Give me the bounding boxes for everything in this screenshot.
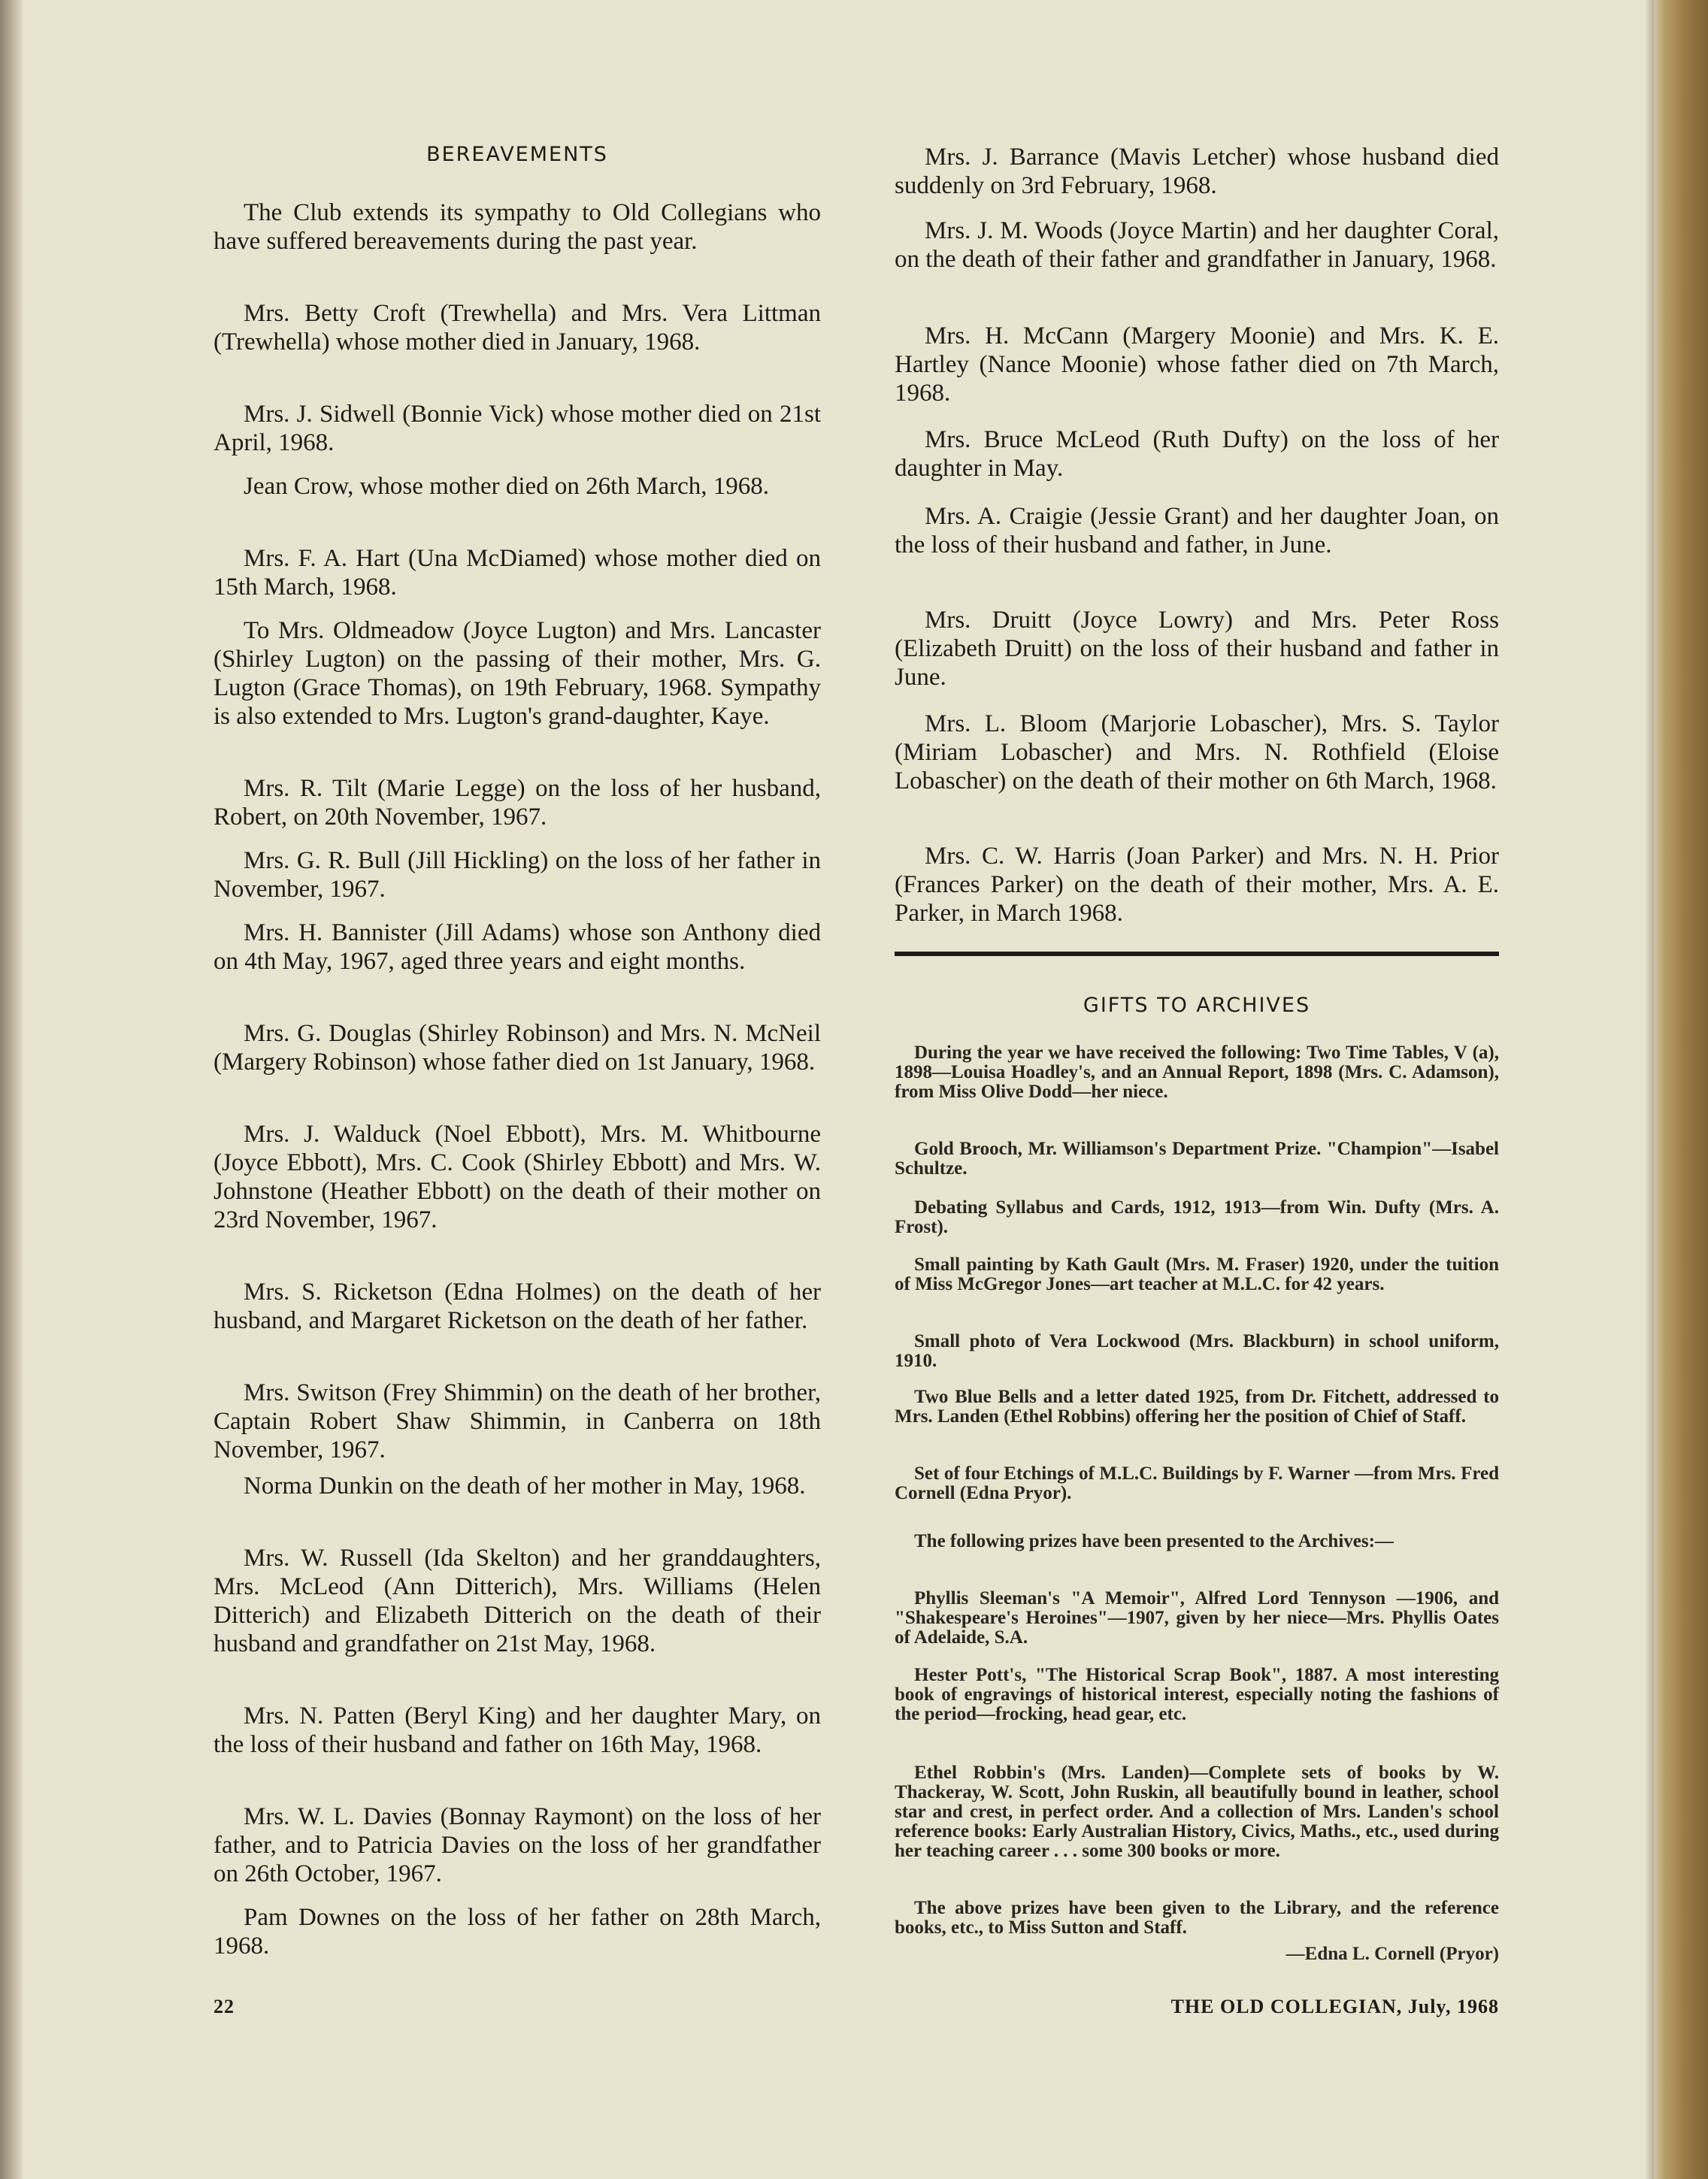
bereavement-entry: Mrs. J. Sidwell (Bonnie Vick) whose mother died on 21st April, 1968. [214,401,821,456]
bereavement-entry: Mrs. W. L. Davies (Bonnay Raymont) on the loss of her father, and to Patricia Davies on the loss of her grandfather on 26th October, 1967. [214,1803,821,1887]
bereavement-entry: Mrs. C. W. Harris (Joan Parker) and Mrs. N. H. Prior (Frances Parker) on the death of their mother, Mrs. A. E. Parker, in March 1968. [895,843,1499,927]
gift-entry: Two Blue Bells and a letter dated 1925, from Dr. Fitchett, addressed to Mrs. Landen (Ethel Robbins) offering her the position of Chief of Staff. [895,1387,1499,1427]
bereavement-entry: Mrs. W. Russell (Ida Skelton) and her granddaughters, Mrs. McLeod (Ann Ditterich), Mrs. Williams (Helen Ditterich) and Elizabeth Ditterich on the death of their husband and grandfather on 21st May, 1968. [214,1545,821,1657]
bereavement-entry: Mrs. L. Bloom (Marjorie Lobascher), Mrs. S. Taylor (Miriam Lobascher) and Mrs. N. Rothfield (Eloise Lobascher) on the death of their mother on 6th March, 1968. [895,710,1499,794]
bereavement-entry: Mrs. A. Craigie (Jessie Grant) and her daughter Joan, on the loss of their husband and father, in June. [895,503,1499,558]
bereavement-entry: Mrs. Bruce McLeod (Ruth Dufty) on the loss of her daughter in May. [895,426,1499,482]
publication-footer: THE OLD COLLEGIAN, July, 1968 [1170,1996,1499,2017]
gift-entry: During the year we have received the following: Two Time Tables, V (a), 1898—Louisa Hoadley's, and an Annual Report, 1898 (Mrs. C. Adamson), from Miss Olive Dodd—her niece. [895,1043,1499,1102]
gift-entry: Phyllis Sleeman's "A Memoir", Alfred Lord Tennyson —1906, and "Shakespeare's Heroines"—1907, given by her niece—Mrs. Phyllis Oates of Adelaide, S.A. [895,1588,1499,1648]
bereavement-entry: Mrs. R. Tilt (Marie Legge) on the loss of her husband, Robert, on 20th November, 1967. [214,775,821,831]
gift-entry: Gold Brooch, Mr. Williamson's Department Prize. "Champion"—Isabel Schultze. [895,1139,1499,1179]
bereavement-entry: Mrs. S. Ricketson (Edna Holmes) on the death of her husband, and Margaret Ricketson on the death of her father. [214,1279,821,1334]
bereavement-entry: Mrs. G. R. Bull (Jill Hickling) on the loss of her father in November, 1967. [214,847,821,903]
bereavement-entry: Mrs. Betty Croft (Trewhella) and Mrs. Vera Littman (Trewhella) whose mother died in January, 1968. [214,300,821,356]
gift-entry: The following prizes have been presented to the Archives:— [914,1531,1394,1551]
section-divider [895,952,1499,956]
gifts-heading: GIFTS TO ARCHIVES [1083,994,1311,1017]
bereavement-entry: Mrs. Switson (Frey Shimmin) on the death of her brother, Captain Robert Shaw Shimmin, in Canberra on 18th November, 1967. [214,1379,821,1463]
bereavement-entry: Mrs. Druitt (Joyce Lowry) and Mrs. Peter Ross (Elizabeth Druitt) on the loss of their husband and father in June. [895,607,1499,691]
gift-entry: Set of four Etchings of M.L.C. Buildings by F. Warner —from Mrs. Fred Cornell (Edna Pryor). [895,1463,1499,1503]
bereavement-entry: The Club extends its sympathy to Old Collegians who have suffered bereavements during the past year. [214,199,821,255]
bereavement-entry: Mrs. F. A. Hart (Una McDiamed) whose mother died on 15th March, 1968. [214,545,821,601]
bereavement-entry: Pam Downes on the loss of her father on 28th March, 1968. [214,1904,821,1960]
gift-entry: Debating Syllabus and Cards, 1912, 1913—from Win. Dufty (Mrs. A. Frost). [895,1197,1499,1237]
bereavement-entry: Mrs. H. McCann (Margery Moonie) and Mrs. K. E. Hartley (Nance Moonie) whose father died on 7th March, 1968. [895,322,1499,407]
gift-entry: Small painting by Kath Gault (Mrs. M. Fraser) 1920, under the tuition of Miss McGregor Jones—art teacher at M.L.C. for 42 years. [895,1254,1499,1294]
gift-entry: Hester Pott's, "The Historical Scrap Book", 1887. A most interesting book of engravings of historical interest, especially noting the fashions of the period—frocking, head gear, etc. [895,1665,1499,1724]
book-spine-shadow [0,0,23,2179]
bereavement-entry: Mrs. N. Patten (Beryl King) and her daughter Mary, on the loss of their husband and father on 16th May, 1968. [214,1702,821,1758]
bereavement-entry: Mrs. G. Douglas (Shirley Robinson) and Mrs. N. McNeil (Margery Robinson) whose father died on 1st January, 1968. [214,1020,821,1076]
bereavements-heading: BEREAVEMENTS [426,143,608,166]
bereavement-entry: Mrs. J. Walduck (Noel Ebbott), Mrs. M. Whitbourne (Joyce Ebbott), Mrs. C. Cook (Shirley Ebbott) and Mrs. W. Johnstone (Heather Ebbott) on the death of their mother on 23rd November, 1967. [214,1121,821,1233]
signature: —Edna L. Cornell (Pryor) [1286,1944,1499,1964]
gift-entry: The above prizes have been given to the Library, and the reference books, etc., to Miss Sutton and Staff. [895,1898,1499,1938]
bereavement-entry: Norma Dunkin on the death of her mother in May, 1968. [244,1472,806,1500]
bereavement-entry: Mrs. J. M. Woods (Joyce Martin) and her daughter Coral, on the death of their father and grandfather in January, 1968. [895,217,1499,273]
bereavement-entry: To Mrs. Oldmeadow (Joyce Lugton) and Mrs. Lancaster (Shirley Lugton) on the passing of their mother, Mrs. G. Lugton (Grace Thomas), on 19th February, 1968. Sympathy is also extended to Mrs. Lugton's grand-daughter, Kaye. [214,617,821,730]
bereavement-entry: Mrs. H. Bannister (Jill Adams) whose son Anthony died on 4th May, 1967, aged three years and eight months. [214,919,821,975]
book-binding-edge [1654,0,1708,2179]
gift-entry: Ethel Robbin's (Mrs. Landen)—Complete sets of books by W. Thackeray, W. Scott, John Ruskin, all beautifully bound in leather, school star and crest, in perfect order. And a collection of Mrs. Landen's school reference books: Early Australian History, Civics, Maths., etc., used during her teaching career . . . some 300 books or more. [895,1763,1499,1861]
gift-entry: Small photo of Vera Lockwood (Mrs. Blackburn) in school uniform, 1910. [895,1331,1499,1371]
bereavement-entry: Mrs. J. Barrance (Mavis Letcher) whose husband died suddenly on 3rd February, 1968. [895,144,1499,199]
bereavement-entry: Jean Crow, whose mother died on 26th March, 1968. [244,473,769,500]
page-number: 22 [214,1996,235,2017]
